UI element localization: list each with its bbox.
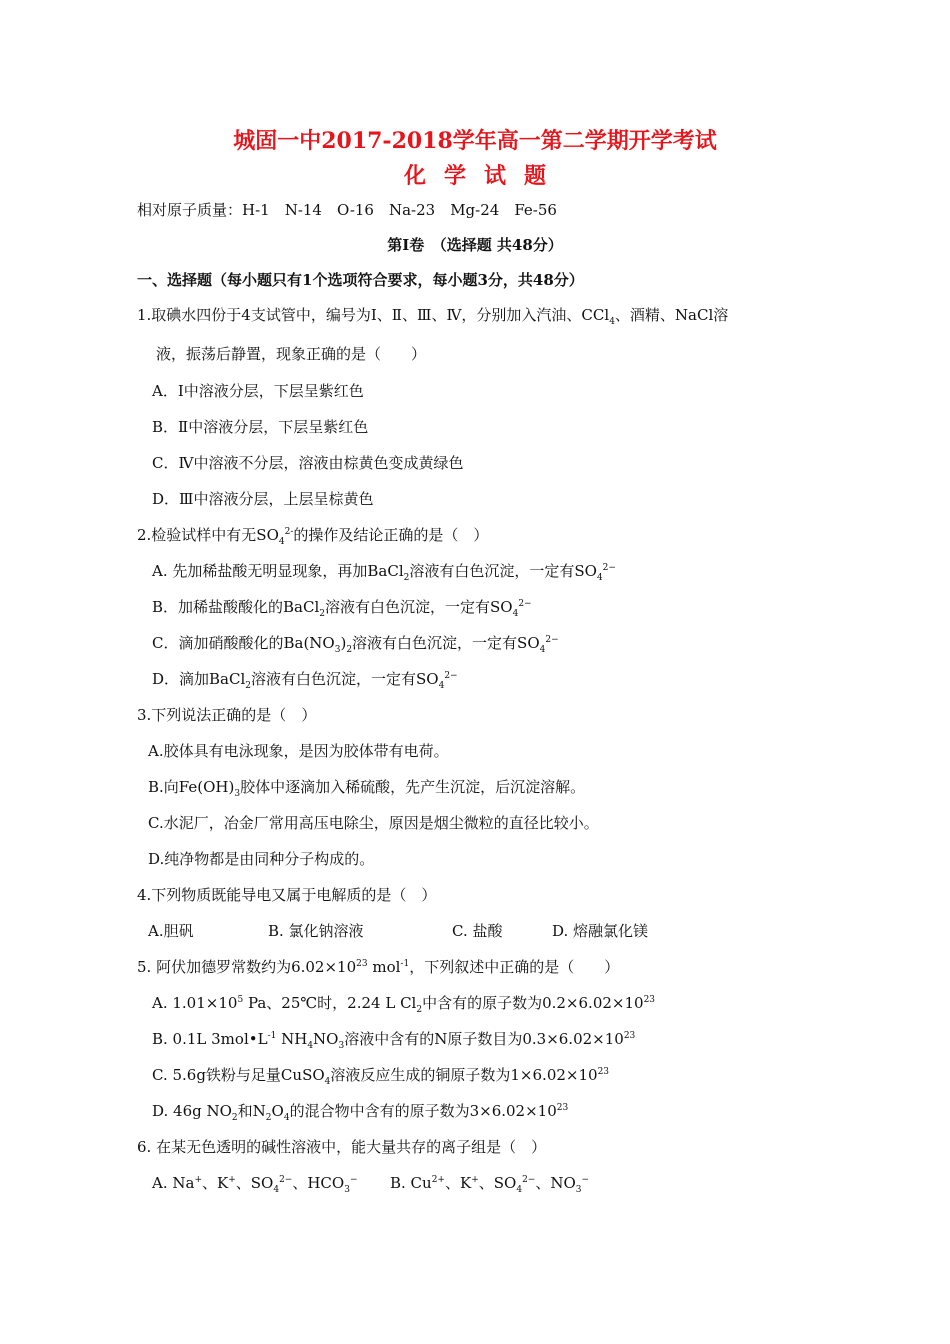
atomic-mass-line: 相对原子质量：H-1 N-14 O-16 Na-23 Mg-24 Fe-56 [137,201,557,219]
volume-heading: 第Ⅰ卷 （选择题 共48分） [387,236,563,254]
superscript: 2− [602,563,616,573]
text-run: B. 0.1L 3mol•L [152,1030,268,1048]
subscript: 4 [438,681,445,691]
q2-option-a [152,561,616,581]
q2-stem [137,525,488,545]
text-run: O [271,1102,284,1120]
subscript: 4 [307,1041,314,1051]
text-run: 2.检验试样中有无SO [137,526,279,544]
exam-subtitle: 化学试题 [403,163,564,189]
text-run: B.向Fe(OH) [148,778,235,796]
text-run: A. Na [152,1174,195,1192]
q5-option-d [152,1101,568,1121]
text-run: 、SO [235,1174,274,1192]
text-run: 、K [201,1174,229,1192]
text-run: A. 1.01×10 [152,994,238,1012]
text-run: 溶液有白色沉淀，一定有SO [409,562,597,580]
text-run: C. 5.6g铁粉与足量CuSO [152,1066,325,1084]
subscript: 3 [338,1041,345,1051]
text-run: 5. 阿伏加德罗常数约为6.02×10 [137,958,357,976]
superscript: 2− [279,1175,293,1185]
text-run: A. 先加稀盐酸无明显现象，再加BaCl [152,562,404,580]
text-run: 溶液反应生成的铜原子数为1×6.02×10 [330,1066,598,1084]
q5-stem [137,957,619,977]
subscript: 2 [416,1005,423,1015]
subscript: 4 [324,1077,331,1087]
q1-option-a: A．Ⅰ中溶液分层，下层呈紫红色 [152,382,364,400]
q3-option-a: A.胶体具有电泳现象，是因为胶体带有电荷。 [148,742,449,760]
text-run: D．滴加BaCl [152,670,246,688]
text-run: 溶液中含有的N原子数目为0.3×6.02×10 [344,1030,624,1048]
q3-stem: 3.下列说法正确的是（ ） [137,706,317,724]
q1-stem-continued: 液，振荡后静置，现象正确的是（ ） [156,345,427,363]
superscript: 2− [522,1175,536,1185]
text-run: NH [276,1030,308,1048]
superscript: -1 [400,959,410,969]
q1-option-d: D．Ⅲ中溶液分层，上层呈棕黄色 [152,490,374,508]
subscript: 4 [273,1185,280,1195]
superscript: 23 [623,1031,636,1041]
q3-option-d: D.纯净物都是由同种分子构成的。 [148,850,375,868]
q1-stem [137,305,728,325]
q6-option-a [152,1173,357,1193]
subscript: 2 [403,573,410,583]
superscript: 2− [545,635,559,645]
q2-option-b [152,597,532,617]
text-run: 溶液有白色沉淀，一定有SO [352,634,540,652]
superscript: 2− [444,671,458,681]
superscript: − [349,1175,358,1185]
superscript: 23 [556,1103,569,1113]
subscript: 3 [575,1185,582,1195]
q4-stem: 4.下列物质既能导电又属于电解质的是（ ） [137,886,437,904]
text-run: ，下列叙述中正确的是（ ） [409,958,620,976]
subscript: 4 [609,317,615,327]
text-run: D. 46g NO [152,1102,232,1120]
subscript: 2 [265,1113,272,1123]
text-run: 中含有的原子数为0.2×6.02×10 [422,994,644,1012]
subscript: 2 [245,681,252,691]
superscript: 2- [284,527,294,537]
q6-option-b [390,1173,589,1193]
text-run: B．加稀盐酸酸化的BaCl [152,598,320,616]
q2-option-d [152,669,458,689]
exam-title: 城固一中2017-2018学年高一第二学期开学考试 [233,128,717,154]
subscript: 4 [539,645,546,655]
subscript: 2 [319,609,325,619]
text-run: mol [367,958,401,976]
subscript: 3 [344,1185,350,1195]
superscript: 23 [643,995,656,1005]
superscript: + [471,1175,479,1185]
q6-stem: 6. 在某无色透明的碱性溶液中，能大量共存的离子组是（ ） [137,1138,547,1156]
superscript: 5 [237,995,244,1005]
superscript: 23 [597,1067,610,1077]
text-run: C．滴加硝酸酸化的Ba(NO [152,634,335,652]
text-run: 、酒精、NaCl溶 [614,306,729,324]
text-run: 的操作及结论正确的是（ ） [293,526,489,544]
superscript: − [581,1175,590,1185]
q4-option-d: D. 熔融氯化镁 [552,922,649,940]
text-run: 、NO [535,1174,576,1192]
subscript: 3 [334,645,341,655]
text-run: 的混合物中含有的原子数为3×6.02×10 [289,1102,557,1120]
text-run: NO [313,1030,339,1048]
superscript: -1 [267,1031,277,1041]
text-run: Pa、25℃时，2.24 L Cl [243,994,417,1012]
subscript: 2 [346,645,353,655]
text-run: 和N [237,1102,266,1120]
subscript: 4 [512,609,519,619]
q3-option-b [148,777,585,797]
section-heading: 一、选择题（每小题只有1个选项符合要求，每小题3分，共48分） [137,271,584,289]
superscript: 23 [356,959,368,969]
text-run: B. Cu [390,1174,432,1192]
q5-option-b [152,1029,635,1049]
q2-option-c [152,633,559,653]
superscript: 2+ [431,1175,445,1185]
subscript: 3 [234,789,241,799]
text-run: 1.取碘水四份于4支试管中，编号为Ⅰ、Ⅱ、Ⅲ、Ⅳ，分别加入汽油、CCl [137,306,610,324]
superscript: 2− [518,599,532,609]
q5-option-a [152,993,655,1013]
q4-option-a: A.胆矾 [148,922,194,940]
text-run: 、SO [478,1174,517,1192]
q4-option-c: C. 盐酸 [452,922,503,940]
q1-option-b: B．Ⅱ中溶液分层，下层呈紫红色 [152,418,369,436]
subscript: 4 [278,537,285,547]
subscript: 4 [283,1113,290,1123]
text-run: 、K [444,1174,472,1192]
q4-option-b: B. 氯化钠溶液 [268,922,364,940]
q5-option-c [152,1065,609,1085]
superscript: + [228,1175,236,1185]
subscript: 4 [596,573,603,583]
subscript: 4 [516,1185,523,1195]
text-run: 溶液有白色沉淀，一定有SO [251,670,439,688]
superscript: + [194,1175,202,1185]
q3-option-c: C.水泥厂，冶金厂常用高压电除尘，原因是烟尘微粒的直径比较小。 [148,814,599,832]
text-run: 溶液有白色沉淀，一定有SO [325,598,513,616]
text-run: 胶体中逐滴加入稀硫酸，先产生沉淀，后沉淀溶解。 [240,778,586,796]
text-run: ) [340,634,347,652]
q1-option-c: C．Ⅳ中溶液不分层，溶液由棕黄色变成黄绿色 [152,454,464,472]
subscript: 2 [231,1113,238,1123]
text-run: 、HCO [292,1174,345,1192]
